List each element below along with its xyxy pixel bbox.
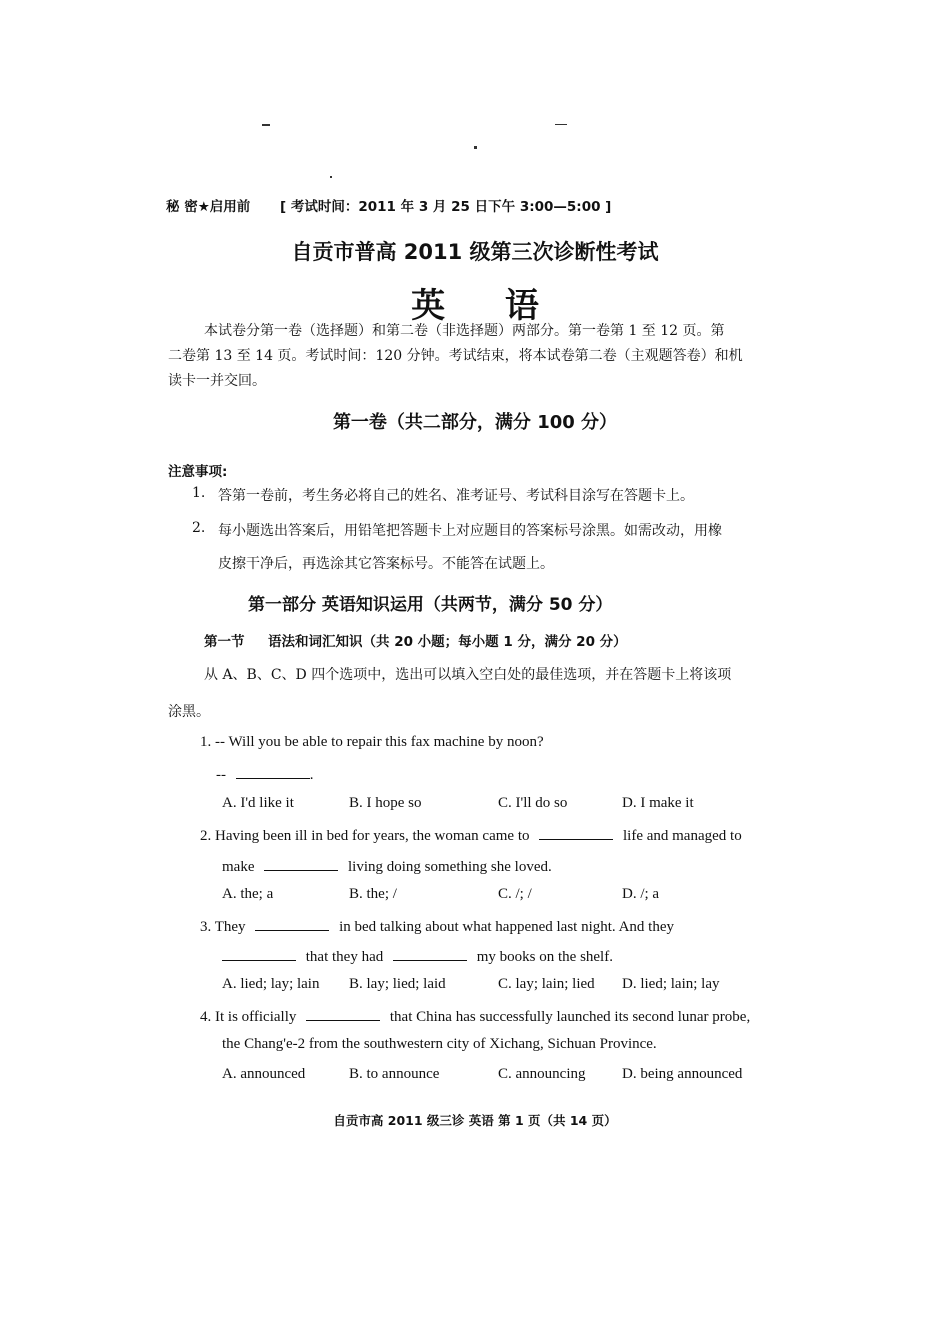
volume-heading: 第一卷（共二部分，满分 100 分） (332, 412, 618, 433)
option: B. I hope so (349, 795, 422, 811)
exam-title: 自贡市普高 2011 级第三次诊断性考试 (291, 240, 659, 264)
answer-blank (255, 916, 329, 931)
question-text (216, 764, 314, 784)
answer-blank (222, 946, 296, 961)
instruction-line: 涂黑。 (168, 704, 210, 720)
question-fragment: my books on the shelf. (476, 949, 613, 965)
exam-time: [ 考试时间：2011 年 3 月 25 日下午 3:00—5:00 ] (280, 199, 612, 215)
question-text: the Chang'e-2 from the southwestern city of Xichang, Sichuan Province. (222, 1036, 657, 1052)
option: D. /; a (622, 886, 660, 902)
question-text (222, 946, 613, 966)
question-fragment: living doing something she loved. (347, 859, 552, 875)
part-heading: 第一部分 英语知识运用（共两节，满分 50 分） (248, 595, 613, 615)
question-fragment: that they had (305, 949, 384, 965)
option: A. the; a (222, 886, 274, 902)
question-text: 1. -- Will you be able to repair this fax machine by noon? (200, 734, 544, 750)
question-fragment: 2. Having been ill in bed for years, the woman came to (200, 828, 530, 844)
period: . (309, 767, 314, 783)
answer-blank (236, 764, 310, 779)
option: A. I'd like it (222, 795, 294, 811)
note-item: 答第一卷前，考生务必将自己的姓名、准考证号、考试科目涂写在答题卡上。 (218, 488, 694, 504)
option: C. announcing (498, 1066, 586, 1082)
scan-speck (330, 176, 332, 178)
option: B. lay; lied; laid (349, 976, 446, 992)
option: C. /; / (498, 886, 532, 902)
option: A. lied; lay; lain (222, 976, 320, 992)
scan-speck (262, 124, 270, 126)
question-text (222, 856, 552, 876)
instruction-line: 从 A、B、C、D 四个选项中，选出可以填入空白处的最佳选项，并在答题卡上将该项 (204, 667, 732, 683)
note-number: 1. (192, 485, 206, 501)
scan-speck (555, 124, 567, 125)
option: A. announced (222, 1066, 306, 1082)
intro-line: 本试卷分第一卷（选择题）和第二卷（非选择题）两部分。第一卷第 1 至 12 页。第 (204, 323, 725, 339)
note-item: 每小题选出答案后，用铅笔把答题卡上对应题目的答案标号涂黑。如需改动，用橡 (218, 523, 722, 539)
option: D. lied; lain; lay (622, 976, 720, 992)
option: C. I'll do so (498, 795, 568, 811)
option: B. to announce (349, 1066, 440, 1082)
option: B. the; / (349, 886, 397, 902)
confidential-label: 秘 密★启用前 (166, 199, 251, 215)
answer-blank (539, 825, 613, 840)
option: C. lay; lain; lied (498, 976, 595, 992)
option: D. being announced (622, 1066, 743, 1082)
question-fragment: that China has successfully launched its second lunar probe, (389, 1009, 751, 1025)
question-text (200, 1006, 750, 1026)
subject-title: 英 语 (411, 286, 563, 326)
section-label: 第一节 (204, 634, 245, 650)
question-fragment: in bed talking about what happened last night. And they (339, 919, 674, 935)
note-number: 2. (192, 520, 206, 536)
question-fragment: life and managed to (622, 828, 742, 844)
option: D. I make it (622, 795, 694, 811)
intro-line: 二卷第 13 至 14 页。考试时间：120 分钟。考试结束，将本试卷第二卷（主观题答卷）和机 (168, 348, 743, 364)
dash: -- (216, 767, 226, 783)
section-title: 语法和词汇知识（共 20 小题；每小题 1 分，满分 20 分） (268, 634, 627, 650)
notes-heading: 注意事项: (168, 464, 228, 480)
intro-line: 读卡一并交回。 (168, 373, 266, 389)
question-fragment: 3. They (200, 919, 246, 935)
answer-blank (306, 1006, 380, 1021)
answer-blank (264, 856, 338, 871)
page-footer: 自贡市高 2011 级三诊 英语 第 1 页（共 14 页） (333, 1113, 617, 1128)
answer-blank (393, 946, 467, 961)
question-text (200, 916, 674, 936)
note-item: 皮擦干净后，再选涂其它答案标号。不能答在试题上。 (218, 556, 554, 572)
scan-speck (474, 146, 477, 149)
question-text (200, 825, 742, 845)
question-fragment: 4. It is officially (200, 1009, 297, 1025)
question-fragment: make (222, 859, 255, 875)
